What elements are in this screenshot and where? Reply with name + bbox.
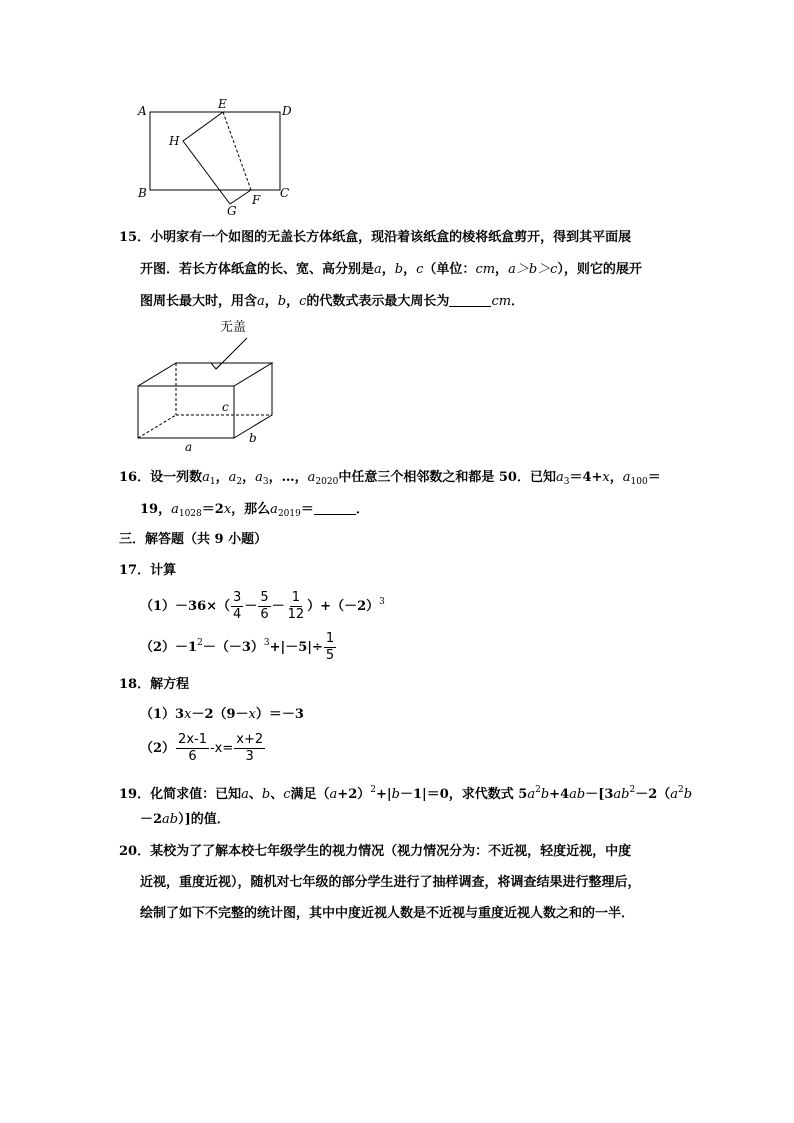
var-x: x <box>248 707 256 722</box>
var-a: a <box>670 787 679 802</box>
numerator: 1 <box>291 590 301 605</box>
var-ab: ab <box>569 787 586 802</box>
q15-text-2b: （单位： <box>423 262 476 277</box>
section-heading: 三．解答题（共 9 小题） <box>119 532 268 547</box>
sep: ， <box>215 470 229 485</box>
q19-text: +4 <box>549 787 570 802</box>
fraction <box>234 732 265 765</box>
q19-text: +| <box>375 787 392 802</box>
unit-cm: cm <box>475 262 496 277</box>
denominator: 6 <box>188 749 197 764</box>
period: ． <box>355 502 369 517</box>
q16-text: ＝4+ <box>569 470 603 485</box>
q16-text: 设一列数 <box>150 470 203 485</box>
fraction <box>231 590 243 623</box>
superscript: 2 <box>370 785 376 795</box>
var-a: a <box>622 470 631 485</box>
denominator: 5 <box>325 648 335 663</box>
q19-text: －2 <box>140 812 163 827</box>
fold-edge-gf <box>230 190 251 204</box>
var-c: c <box>299 294 307 309</box>
label-D: D <box>282 104 292 118</box>
q15-text-3b: 的代数式表示最大周长为 <box>306 294 450 309</box>
minus: － <box>244 599 258 614</box>
q18-text: -x= <box>209 741 234 756</box>
arrow-head <box>211 363 221 369</box>
denominator: 6 <box>260 607 269 622</box>
box-front <box>138 386 234 438</box>
var-b: b <box>394 262 404 277</box>
superscript: 2 <box>678 785 684 795</box>
superscript: 2 <box>197 638 203 648</box>
numerator: 3 <box>233 590 242 605</box>
period: ． <box>511 294 525 309</box>
q20-line2: 近视，重度近视），随机对七年级的部分学生进行了抽样调查，将调查结果进行整理后， <box>140 875 641 890</box>
sep: ， <box>242 470 256 485</box>
q16-text: ，那么 <box>231 502 271 517</box>
box-top <box>138 363 272 386</box>
sep: 、 <box>270 787 284 802</box>
var-x: x <box>223 502 232 517</box>
q15-text-3a: 图周长最大时，用含 <box>140 294 258 309</box>
denominator: 12 <box>287 607 305 622</box>
var-b: b <box>683 787 693 802</box>
subscript: 100 <box>630 477 648 487</box>
q16-text: 中任意三个相邻数之和都是 50．已知 <box>338 470 556 485</box>
var-c: c <box>416 262 424 277</box>
numerator: 5 <box>260 590 269 605</box>
var-ab: ab <box>613 787 630 802</box>
q20-text: 某校为了了解本校七年级学生的视力情况（视力情况分为：不近视，轻度近视，中度 <box>150 844 632 859</box>
q16-text: ＝2 <box>201 502 224 517</box>
q17-title: 17．计算 <box>119 563 177 578</box>
label-a: a <box>185 440 193 454</box>
sep: 、 <box>248 787 262 802</box>
var-a: a <box>255 470 263 485</box>
unit-cm: cm <box>491 294 512 309</box>
fraction <box>324 631 336 664</box>
label-C: C <box>280 186 290 200</box>
q19-text: +2） <box>337 787 371 802</box>
label-lid: 无盖 <box>220 320 247 335</box>
var-a: a <box>270 502 278 517</box>
var-a: a <box>527 787 536 802</box>
q19-text: －[3 <box>585 787 614 802</box>
q20-number: 20． <box>119 844 151 859</box>
sep: ， <box>495 262 509 277</box>
denominator: 3 <box>245 749 254 764</box>
var-a: a <box>307 470 316 485</box>
equals: ＝ <box>647 470 661 485</box>
inequality: a＞b＞c <box>508 262 558 277</box>
q20-line3: 绘制了如下不完整的统计图，其中中度近视人数是不近视与重度近视人数之和的一半． <box>140 906 635 921</box>
hidden-edge-diagonal <box>138 415 176 438</box>
q17-text: （2）－1 <box>140 640 198 655</box>
q19-line2 <box>140 811 230 829</box>
var-a: a <box>257 294 265 309</box>
fraction <box>176 732 209 765</box>
q18-part2 <box>140 732 266 765</box>
subscript: 1 <box>209 477 216 487</box>
label-H: H <box>169 134 180 148</box>
var-x: x <box>602 470 610 485</box>
q19-number: 19． <box>119 787 151 802</box>
q19-text: －2（ <box>635 787 671 802</box>
numerator: 1 <box>325 631 335 646</box>
q18-text: －2（9－ <box>191 707 249 722</box>
q19-text: －1|＝0，求代数式 5 <box>399 787 528 802</box>
q15-line3 <box>140 293 524 311</box>
subscript: 3 <box>563 477 570 487</box>
q16-text: 19， <box>140 502 172 517</box>
q16-line2 <box>140 501 369 523</box>
q17-text: ）+（－2） <box>307 599 380 614</box>
ellipsis: ，…， <box>268 470 308 485</box>
q19-line1 <box>119 781 692 804</box>
q15-text-1: 小明家有一个如图的无盖长方体纸盒，现沿着该纸盒的棱将纸盒剪开，得到其平面展 <box>150 230 632 245</box>
var-ab: ab <box>162 812 179 827</box>
q19-text: 化简求值：已知 <box>150 787 242 802</box>
fold-crease <box>223 112 251 190</box>
sep: ， <box>381 262 395 277</box>
subscript: 2020 <box>315 477 339 487</box>
label-G: G <box>227 204 237 218</box>
q18-text: （1）3 <box>140 707 185 722</box>
q16-text: ＝ <box>300 502 314 517</box>
var-a: a <box>374 262 382 277</box>
superscript: 3 <box>379 597 385 607</box>
subscript: 2019 <box>277 509 301 519</box>
q16-line1 <box>119 469 661 491</box>
q15-text-2a: 开图．若长方体纸盒的长、宽、高分别是 <box>140 262 375 277</box>
var-b: b <box>391 787 400 802</box>
minus: － <box>271 599 285 614</box>
q15-line2 <box>140 261 642 279</box>
var-a: a <box>228 470 237 485</box>
var-c: c <box>283 787 291 802</box>
numerator: x+2 <box>236 732 264 747</box>
label-B: B <box>138 186 147 200</box>
q17-part2 <box>140 631 337 664</box>
q17-text: （1）－36×（ <box>140 599 231 614</box>
fraction <box>286 590 307 623</box>
q17-text: +|－5|÷ <box>269 640 323 655</box>
q17-text: －（－3） <box>202 640 264 655</box>
var-a: a <box>241 787 249 802</box>
var-a: a <box>202 470 210 485</box>
answer-blank <box>449 294 491 307</box>
folded-rectangle-figure <box>130 95 310 220</box>
label-c: c <box>222 400 229 414</box>
subscript: 2 <box>236 477 243 487</box>
var-a: a <box>555 470 564 485</box>
q20-line1 <box>119 843 631 861</box>
sep: ， <box>403 262 417 277</box>
q15-number: 15． <box>119 230 151 245</box>
rectangle-abcd <box>150 112 280 190</box>
var-b: b <box>277 294 287 309</box>
q15-text-2c: ），则它的展开 <box>557 262 642 277</box>
open-box-figure <box>130 316 280 456</box>
label-F: F <box>252 193 261 207</box>
var-x: x <box>184 707 192 722</box>
q15-line1 <box>119 229 631 247</box>
label-A: A <box>138 104 147 118</box>
var-b: b <box>261 787 271 802</box>
subscript: 3 <box>262 477 269 487</box>
q19-text: ）]的值． <box>178 812 230 827</box>
superscript: 3 <box>263 638 270 648</box>
q18-text: （2） <box>140 741 176 756</box>
q18-part1 <box>140 706 304 724</box>
numerator: 2x-1 <box>178 732 207 747</box>
label-E: E <box>218 97 227 111</box>
denominator: 4 <box>233 607 242 622</box>
answer-blank <box>314 502 356 515</box>
superscript: 2 <box>535 785 541 795</box>
sep: ， <box>286 294 300 309</box>
subscript: 1028 <box>178 509 202 519</box>
q17-part1 <box>140 590 385 623</box>
superscript: 2 <box>629 785 636 795</box>
var-a: a <box>329 787 338 802</box>
sep: ， <box>264 294 278 309</box>
label-b: b <box>249 431 257 445</box>
q19-text: 满足（ <box>290 787 330 802</box>
q18-text: ）＝－3 <box>255 707 304 722</box>
q16-number: 16． <box>119 470 151 485</box>
sep: ， <box>609 470 623 485</box>
var-b: b <box>540 787 550 802</box>
q18-title: 18．解方程 <box>119 677 190 692</box>
var-a: a <box>171 502 179 517</box>
fraction <box>258 590 270 623</box>
